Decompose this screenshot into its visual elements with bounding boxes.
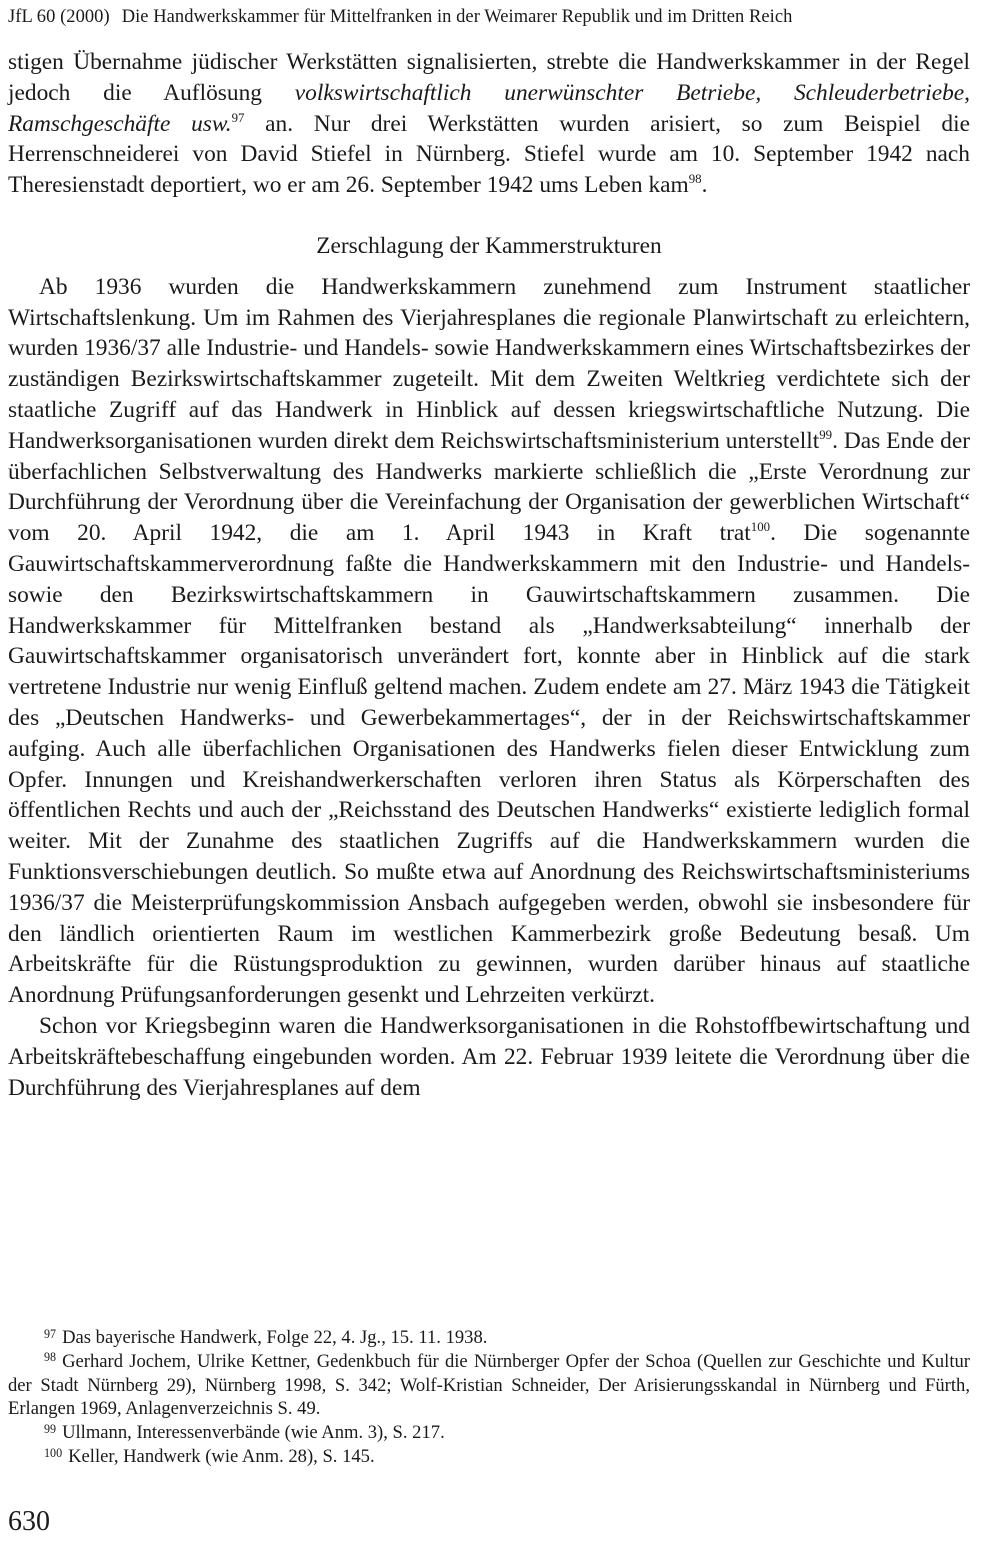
footnote-100 <box>8 1445 970 1469</box>
footnote-number: 99 <box>44 1421 57 1436</box>
paragraph-1: stigen Übernahme jüdischer Werkstätten signalisierten, strebte die Handwerkskammer in der Regel jedoch die Auflösung volkswirtschaftlich unerwünschter Betriebe, Schleuderbetriebe, Ramschgeschäfte usw.$^{97}$ an. Nur drei Werkstätten wurden arisiert, so zum Beispiel die Herrenschneiderei von David Stiefel in Nürnberg. Stiefel wurde am 10. September 1942 nach Theresienstadt deportiert, wo er am 26. September 1942 ums Leben kam$^{98}$. <box>8 49 970 199</box>
journal-citation: JfL 60 (2000) <box>8 7 110 27</box>
footnote-text: Keller, Handwerk (wie Anm. 28), S. 145. <box>68 1445 375 1467</box>
footnote-number: 100 <box>44 1445 63 1460</box>
body-text <box>8 47 970 1103</box>
footnote-ref-100[interactable]: 100 <box>750 520 771 535</box>
footnote-97 <box>8 1326 970 1350</box>
footnote-text: Gerhard Jochem, Ulrike Kettner, Gedenkbuch für die Nürnberger Opfer der Schoa (Quellen zur Geschichte und Kultur der Stadt Nürnberg 29), Nürnberg 1998, S. 342; Wolf-Kristian Schneider, Der Arisierungsskandal in Nürnberg und Fürth, Erlangen 1969, Anlagenverzeichnis S. 49. <box>8 1350 970 1420</box>
footnote-number: 97 <box>44 1326 57 1341</box>
footnote-ref-97[interactable]: 97 <box>231 110 245 125</box>
footnote-text: Ullmann, Interessenverbände (wie Anm. 3), S. 217. <box>62 1422 445 1444</box>
footnote-number: 98 <box>44 1350 57 1365</box>
running-title: Die Handwerkskammer für Mittelfranken in der Weimarer Republik und im Dritten Reich <box>121 7 793 27</box>
paragraph-3: Schon vor Kriegsbeginn waren die Handwerksorganisationen in die Rohstoffbewirtschaftung und Arbeitskräftebeschaffung eingebunden worden. Am 22. Februar 1939 leitete die Verordnung über die Durchführung des Vierjahresplanes auf dem <box>8 1012 970 1101</box>
italic-quote: volkswirtschaftlich unerwünschter Betriebe, Schleuderbetriebe, Ramschgeschäfte usw. <box>8 79 970 137</box>
footnote-98 <box>8 1350 970 1421</box>
paragraph-2: Ab 1936 wurden die Handwerkskammern zunehmend zum Instrument staatlicher Wirtschaftslenkung. Um im Rahmen des Vierjahresplanes die regionale Planwirtschaft zu erleichtern, wurden 1936/37 alle Industrie- und Handels- sowie Handwerkskammern eines Wirtschaftsbezirkes der zuständigen Bezirkswirtschaftskammer zugeteilt. Mit dem Zweiten Weltkrieg verdichtete sich der staatliche Zugriff auf das Handwerk in Hinblick auf dessen kriegswirtschaftliche Nutzung. Die Handwerksorganisationen wurden direkt dem Reichswirtschaftsministerium unterstellt$^{99}$. Das Ende der überfachlichen Selbstverwaltung des Handwerks markierte schließlich die „Erste Verordnung zur Durchführung der Verordnung über die Vereinfachung der Organisation der gewerblichen Wirtschaft“ vom 20. April 1942, die am 1. April 1943 in Kraft trat$^{100}$. Die sogenannte Gauwirtschaftskammerverordnung faßte die Handwerkskammern mit den Industrie- und Handels- sowie den Bezirkswirtschaftskammern in Gauwirtschaftskammern zusammen. Die Handwerkskammer für Mittelfranken bestand als „Handwerksabteilung“ innerhalb der Gauwirtschaftskammer organisatorisch unverändert fort, konnte aber in Hinblick auf die stark vertretene Industrie nur wenig Einfluß geltend machen. Zudem endete am 27. März 1943 die Tätigkeit des „Deutschen Handwerks- und Gewerbekammertages“, der in der Reichswirtschaftskammer aufging. Auch alle überfachlichen Organisationen des Handwerks fielen dieser Entwicklung zum Opfer. Innungen und Kreishandwerkerschaften verloren ihren Status als Körperschaften des öffentlichen Rechts und auch der „Reichsstand des Deutschen Handwerks“ existierte lediglich formal weiter. Mit der Zunahme des staatlichen Zugriffs auf die Handwerkskammern wurden die Funktionsverschiebungen deutlich. So mußte etwa auf Anordnung des Reichswirtschaftsministeriums 1936/37 die Meisterprüfungskommission Ansbach aufgegeben werden, obwohl sie insbesondere für den ländlich orientierten Raum im westlichen Kammerbezirk große Bedeutung besaß. Um Arbeitskräfte für die Rüstungsproduktion zu gewinnen, wurden darüber hinaus auf staatliche Anordnung Prüfungsanforderungen gesenkt und Lehrzeiten verkürzt. <box>8 273 971 1009</box>
running-header <box>8 4 970 30</box>
page-number: 630 <box>8 1506 50 1537</box>
section-heading: Zerschlagung der Kammerstrukturen <box>316 232 662 259</box>
footnotes <box>8 1326 970 1469</box>
footnote-ref-98[interactable]: 98 <box>688 172 702 187</box>
footnote-text: Das bayerische Handwerk, Folge 22, 4. Jg., 15. 11. 1938. <box>62 1327 488 1348</box>
footnote-ref-99[interactable]: 99 <box>819 427 833 442</box>
footnote-99 <box>8 1421 970 1445</box>
